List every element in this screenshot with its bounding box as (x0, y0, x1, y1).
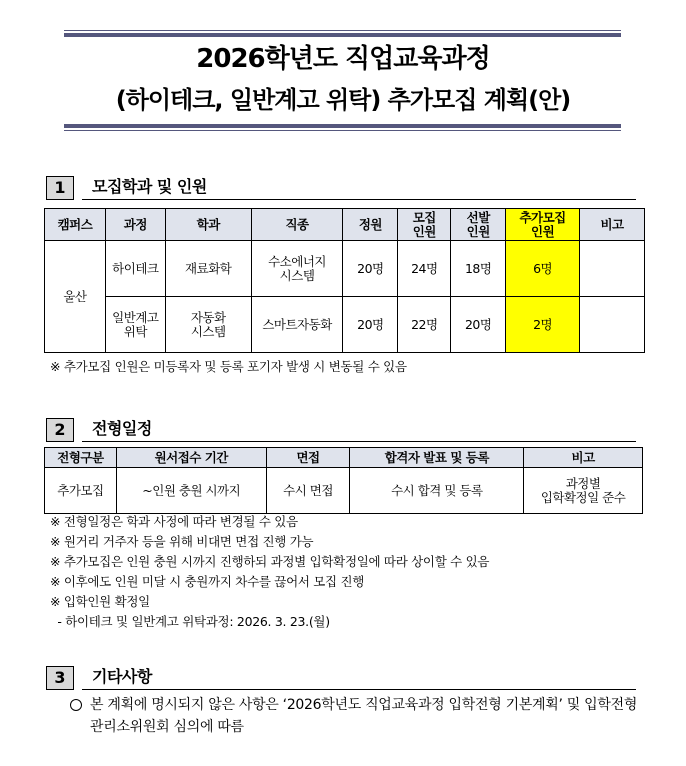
section-3-bullet (90, 694, 646, 738)
header-dept: 학과 (165, 209, 251, 241)
section-3-bullet-text: 본 계획에 명시되지 않은 사항은 ‘2026학년도 직업교육과정 입학전형 기본계획’ 및 입학전형관리소위원회 심의에 따름 (90, 697, 638, 735)
header-course: 과정 (105, 209, 165, 241)
header-capacity: 정원 (343, 209, 398, 241)
table-row (45, 468, 643, 514)
cell-additional: 2명 (506, 297, 580, 353)
cell-campus: 울산 (45, 241, 106, 353)
section-2-number: 2 (46, 418, 74, 442)
header-recruit: 모집 인원 (398, 209, 451, 241)
section-1-title: 모집학과 및 인원 (92, 177, 207, 196)
table-row (45, 297, 645, 353)
title-bottom-rule (64, 124, 621, 131)
document-title-line1: 2026학년도 직업교육과정 (196, 44, 490, 74)
section-2-header (46, 418, 636, 442)
schedule-table-header (45, 448, 643, 468)
cell-selected: 18명 (451, 241, 506, 297)
section-3-header (46, 666, 636, 690)
title-top-rule (64, 30, 621, 37)
header-type: 전형구분 (45, 448, 117, 468)
cell-announce: 수시 합격 및 등록 (350, 468, 524, 514)
recruitment-table-header (45, 209, 645, 241)
section-2-title: 전형일정 (92, 419, 152, 438)
cell-capacity: 20명 (343, 297, 398, 353)
cell-note (580, 241, 645, 297)
cell-dept: 재료화학 (165, 241, 251, 297)
schedule-table (44, 447, 643, 514)
cell-job: 스마트자동화 (251, 297, 343, 353)
section-1-footnote: ※ 추가모집 인원은 미등록자 및 등록 포기자 발생 시 변동될 수 있음 (50, 359, 407, 374)
cell-recruit: 24명 (398, 241, 451, 297)
header-job: 직종 (251, 209, 343, 241)
header-remark: 비고 (524, 448, 643, 468)
section-1-number: 1 (46, 176, 74, 200)
header-interview: 면접 (266, 448, 350, 468)
cell-additional: 6명 (506, 241, 580, 297)
cell-recruit: 22명 (398, 297, 451, 353)
schedule-note-5: ※ 입학인원 확정일 (50, 594, 150, 609)
document-title-line2: (하이테크, 일반계고 위탁) 추가모집 계획(안) (115, 86, 571, 114)
header-selected: 선발 인원 (451, 209, 506, 241)
cell-course: 하이테크 (105, 241, 165, 297)
cell-remark: 과정별 입학확정일 준수 (524, 468, 643, 514)
cell-course: 일반계고 위탁 (105, 297, 165, 353)
schedule-note-4: ※ 이후에도 인원 미달 시 충원까지 차수를 끊어서 모집 진행 (50, 574, 365, 589)
cell-job: 수소에너지 시스템 (251, 241, 343, 297)
schedule-note-1: ※ 전형일정은 학과 사정에 따라 변경될 수 있음 (50, 514, 298, 529)
header-campus: 캠퍼스 (45, 209, 106, 241)
section-1-header (46, 176, 636, 200)
recruitment-table (44, 208, 645, 353)
section-3-number: 3 (46, 666, 74, 690)
cell-note (580, 297, 645, 353)
schedule-note-2: ※ 원거리 거주자 등을 위해 비대면 면접 진행 가능 (50, 534, 314, 549)
cell-period: ~인원 충원 시까지 (116, 468, 266, 514)
table-row (45, 241, 645, 297)
header-period: 원서접수 기간 (116, 448, 266, 468)
cell-selected: 20명 (451, 297, 506, 353)
schedule-note-6: - 하이테크 및 일반계고 위탁과정: 2026. 3. 23.(월) (50, 614, 330, 629)
header-announce: 합격자 발표 및 등록 (350, 448, 524, 468)
cell-dept: 자동화 시스템 (165, 297, 251, 353)
cell-capacity: 20명 (343, 241, 398, 297)
circle-bullet-icon (70, 699, 82, 711)
cell-type: 추가모집 (45, 468, 117, 514)
header-additional: 추가모집 인원 (506, 209, 580, 241)
header-note: 비고 (580, 209, 645, 241)
cell-interview: 수시 면접 (266, 468, 350, 514)
section-3-title: 기타사항 (92, 667, 152, 686)
schedule-note-3: ※ 추가모집은 인원 충원 시까지 진행하되 과정별 입학확정일에 따라 상이할 수 있음 (50, 554, 490, 569)
